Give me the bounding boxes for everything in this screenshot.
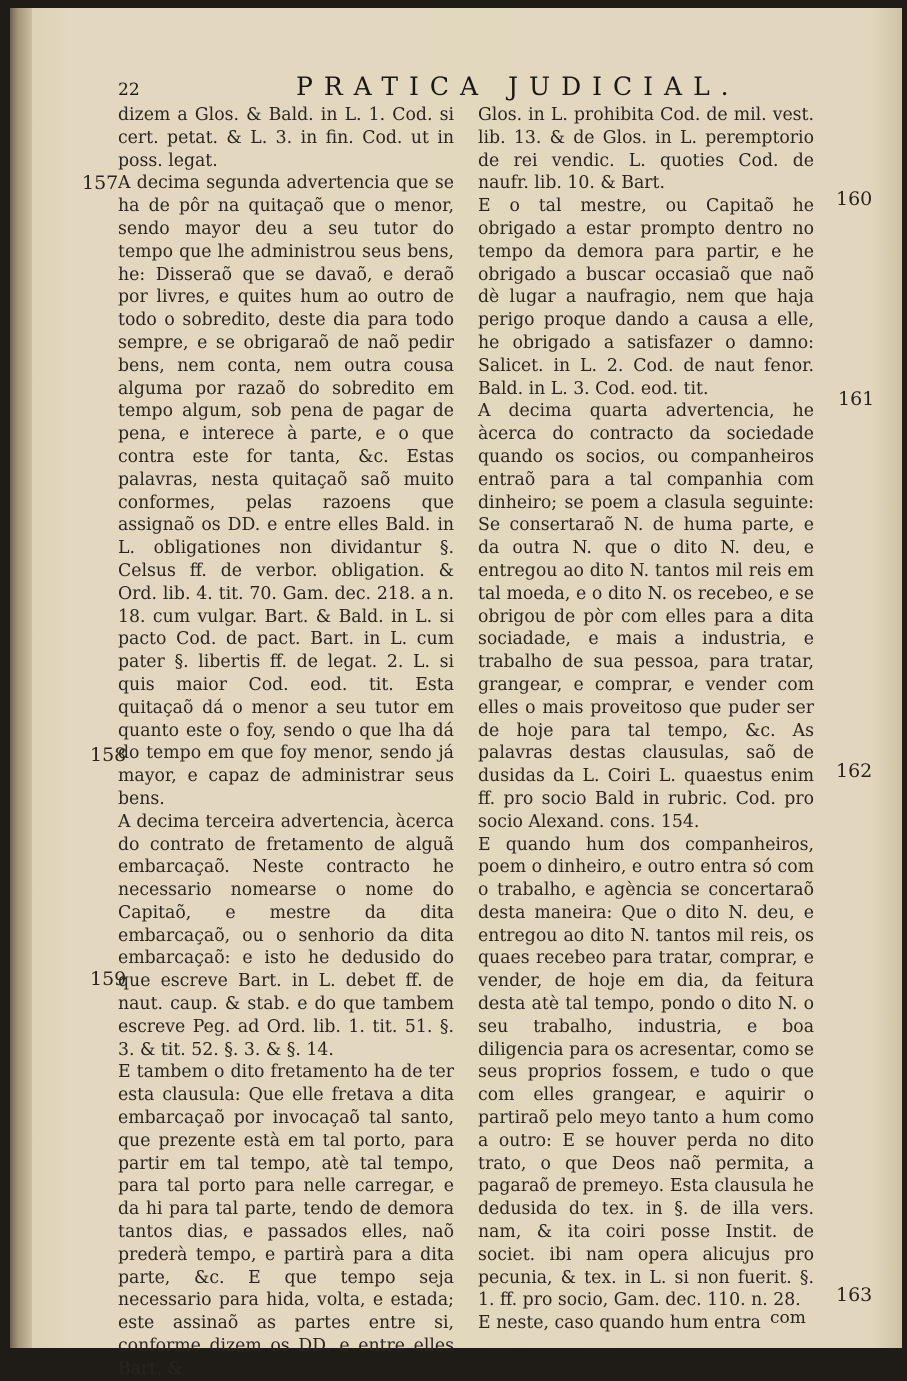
margin-number: 162 <box>836 760 873 782</box>
paragraph: A decima quarta advertencia, he àcerca do contracto da sociedade quando os socios, ou companheiros entraõ para a tal companhia com dinheiro; se poem a clasula seguinte: Se consertaraõ N. de huma parte, e da outra N. que o dito N. deu, e entregou ao dito N. tantos mil reis em tal moeda, e o dito N. os recebeo, e se obrigou de pòr com elles para a dita sociadade, e mais a industria, e trabalho de sua pessoa, para tratar, grangear, e comprar, e vender com elles o mais proveitoso que puder ser de hoje para tal tempo, &c. As palavras destas clausulas, saõ de dusidas da L. Coiri L. quaestus enim ff. pro socio Bald in rubric. Cod. pro socio Alexand. cons. 154. <box>478 401 814 832</box>
book-page <box>10 8 902 1379</box>
paragraph: Glos. in L. prohibita Cod. de mil. vest. lib. 13. & de Glos. in L. peremptorio de rei vendic. L. quoties Cod. de naufr. lib. 10. & Bart. <box>478 105 814 194</box>
paragraph: dizem a Glos. & Bald. in L. 1. Cod. si cert. petat. & L. 3. in fin. Cod. ut in poss. legat. <box>118 105 454 171</box>
catchword: com <box>770 1308 806 1328</box>
margin-number: 161 <box>838 388 875 410</box>
paragraph: E neste, caso quando hum entra <box>478 1313 761 1334</box>
margin-number: 160 <box>836 188 873 210</box>
paragraph: A decima terceira advertencia, àcerca do contrato de fretamento de alguã embarcaçaõ. Neste contracto he necessario nomearse o nome do Capitaõ, e mestre da dita embarcaçaõ, ou o senhorio da dita embarcaçaõ: e isto he dedusido do que escreve Bart. in L. debet ff. de naut. caup. & stab. e do que tambem escreve Peg. ad Ord. lib. 1. tit. 51. §. 3. & tit. 52. §. 3. & §. 14. <box>118 811 454 1060</box>
margin-number: 158 <box>90 744 127 766</box>
paragraph: E tambem o dito fretamento ha de ter esta clausula: Que elle fretava a dita embarcaçaõ por invocaçaõ tal santo, que prezente està em tal porto, para partir em tal tempo, atè tal tempo, para tal porto para nelle carregar, e da hi para tal parte, tendo de demora tantos dias, e passados elles, naõ prederà tempo, e partirà para a dita parte, &c. E que tempo seja necessario para hida, volta, e estada; este assinaõ as partes entre si, conforme dizem os DD. e entre elles Bart. & <box>118 1062 454 1379</box>
page-number: 22 <box>118 80 140 100</box>
binding-gutter <box>10 8 32 1348</box>
paragraph: E o tal mestre, ou Capitaõ he obrigado a estar prompto dentro no tempo da demora para partir, e he obrigado a buscar occasiaõ que naõ dè lugar a naufragio, nem que haja perigo proque dando a causa a elle, he obrigado a satisfazer o damno: Salicet. in L. 2. Cod. de naut fenor. Bald. in L. 3. Cod. eod. tit. <box>478 196 814 399</box>
left-column <box>118 104 454 1379</box>
margin-number: 157 <box>82 172 119 194</box>
paragraph: E quando hum dos companheiros, poem o dinheiro, e outro entra só com o trabalho, e agència se concertaraõ desta maneira: Que o dito N. deu, e entregou ao dito N. tantos mil reis, os quaes recebeo para tratar, comprar, e vender, de hoje em dia, da feitura desta atè tal tempo, pondo o dito N. o seu trabalho, industria, e boa diligencia para os acresentar, como se seus proprios fossem, e tudo o que com elles grangear, e aquirir o partiraõ pelo meyo tanto a hum como a outro: E se houver perda no dito trato, o que Deos naõ permita, a pagaraõ de premeyo. Esta clausula he dedusida do tex. in §. de illa vers. nam, & ita coiri posse Instit. de societ. ibi nam opera alicujus pro pecunia, & tex. in L. si non fuerit. §. 1. ff. pro socio, Gam. dec. 110. n. 28. <box>478 834 815 1311</box>
margin-number: 159 <box>90 968 127 990</box>
margin-number: 163 <box>836 1284 873 1306</box>
running-title: PRATICA JUDICIAL. <box>296 72 740 101</box>
right-column <box>478 104 815 1334</box>
paragraph: A decima segunda advertencia que se ha de pôr na quitaçaõ que o menor, sendo mayor deu a seu tutor do tempo que lhe administrou seus bens, he: Disseraõ que se davaõ, e deraõ por livres, e quites hum ao outro de todo o sobredito, deste dia para todo sempre, e se obrigaraõ de naõ pedir bens, nem conta, nem outra cousa alguma por razaõ do sobredito em tempo algum, sob pena de pagar de pena, e interece à parte, e o que contra este for tanta, &c. Estas palavras, nesta quitaçaõ saõ muito conformes, pelas razoens que assignaõ os DD. e entre elles Bald. in L. obligationes non dividantur §. Celsus ff. de verbor. obligation. & Ord. lib. 4. tit. 70. Gam. dec. 218. a n. 18. cum vulgar. Bart. & Bald. in L. si pacto Cod. de pact. Bart. in L. cum pater §. libertis ff. de legat. 2. L. si quis maior Cod. eod. tit. Esta quitaçaõ dá o menor a seu tutor em quanto este o foy, sendo o que lha dá do tempo em que foy menor, sendo já mayor, e capaz de administrar seus bens. <box>118 173 454 809</box>
running-header <box>110 72 830 108</box>
